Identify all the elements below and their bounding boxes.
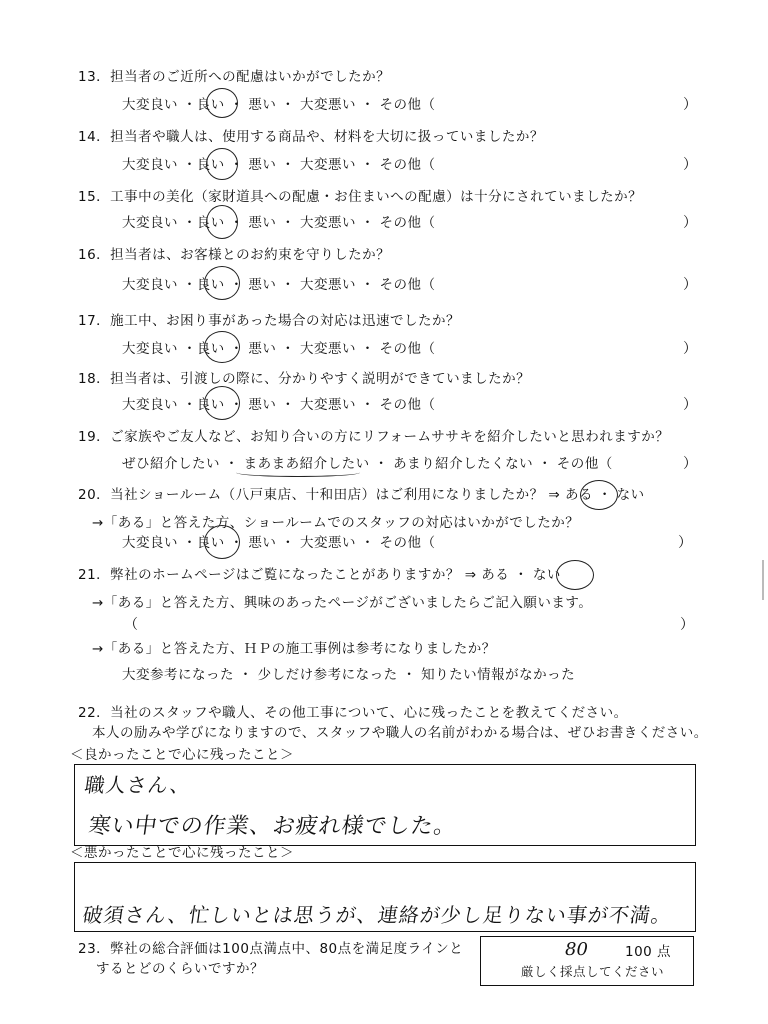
question-18-close-paren: ）: [683, 397, 697, 413]
good-memory-answer-line2: 寒い中での作業、お疲れ様でした。: [86, 814, 459, 839]
question-13-options: 大変良い ・良い ・ 悪い ・ 大変悪い ・ その他（: [122, 97, 436, 113]
answer-circle-mark: [580, 480, 618, 510]
question-19: 19．ご家族やご友人など、お知り合いの方にリフォームササキを紹介したいと思われますか？: [78, 429, 670, 445]
score-value: 80: [565, 939, 588, 960]
question-20-close-paren: ）: [678, 535, 692, 551]
good-memory-label: ＜良かったことで心に残ったこと＞: [70, 747, 294, 763]
good-memory-box[interactable]: [74, 764, 696, 846]
score-box[interactable]: [480, 936, 694, 986]
question-20: 20．当社ショールーム（八戸東店、十和田店）はご利用になりましたか？ ⇒ ある ・ ない: [78, 487, 645, 503]
answer-circle-mark: [206, 148, 238, 180]
question-21: 21．弊社のホームページはご覧になったことがありますか？ ⇒ ある ・ ない: [78, 567, 561, 583]
answer-circle-mark: [206, 88, 238, 118]
question-20-sub: →「ある」と答えた方、ショールームでのスタッフの対応はいかがでしたか？: [92, 515, 580, 531]
question-21-open-paren: （: [124, 617, 138, 633]
question-17-close-paren: ）: [683, 341, 697, 357]
question-23-text2: するとどのくらいですか？: [96, 961, 264, 977]
good-memory-answer-line1: 職人さん、: [83, 773, 193, 797]
answer-circle-mark: [204, 266, 240, 300]
question-18: 18．担当者は、引渡しの際に、分かりやすく説明ができていましたか？: [78, 371, 531, 387]
question-16-options: 大変良い ・良い ・ 悪い ・ 大変悪い ・ その他（: [122, 277, 436, 293]
question-15-close-paren: ）: [683, 215, 697, 231]
answer-circle-mark: [204, 331, 240, 363]
question-16: 16．担当者は、お客様とのお約束を守りしたか？: [78, 247, 391, 263]
question-15: 15．工事中の美化（家財道具への配慮・お住まいへの配慮）は十分にされていましたか？: [78, 189, 643, 205]
question-22: 22．当社のスタッフや職人、その他工事について、心に残ったことを教えてください。: [78, 705, 628, 721]
question-13-close-paren: ）: [683, 97, 697, 113]
question-17: 17．施工中、お困り事があった場合の対応は迅速でしたか？: [78, 313, 461, 329]
question-21-close-paren: ）: [680, 617, 694, 633]
bad-memory-label: ＜悪かったことで心に残ったこと＞: [70, 845, 294, 861]
question-15-options: 大変良い ・良い ・ 悪い ・ 大変悪い ・ その他（: [122, 215, 436, 231]
question-20-options: 大変良い ・良い ・ 悪い ・ 大変悪い ・ その他（: [122, 535, 436, 551]
answer-circle-mark: [206, 205, 238, 239]
question-14-options: 大変良い ・良い ・ 悪い ・ 大変悪い ・ その他（: [122, 157, 436, 173]
question-21-sub1: →「ある」と答えた方、興味のあったページがございましたらご記入願います。: [92, 595, 593, 611]
question-19-close-paren: ）: [683, 456, 697, 472]
question-22-text2: 本人の励みや学びになりますので、スタッフや職人の名前がわかる場合は、ぜひお書きください。: [92, 725, 708, 741]
answer-circle-mark: [204, 525, 240, 559]
question-21-options: 大変参考になった ・ 少しだけ参考になった ・ 知りたい情報がなかった: [122, 667, 576, 683]
question-19-options: ぜひ紹介したい ・ まあまあ紹介したい ・ あまり紹介したくない ・ その他（: [122, 456, 613, 472]
question-21-sub2: →「ある」と答えた方、ＨＰの施工事例は参考になりましたか？: [92, 641, 496, 657]
scan-edge-mark: [762, 560, 764, 600]
question-23: 23．弊社の総合評価は100点満点中、80点を満足度ラインと: [78, 941, 464, 957]
answer-circle-mark: [556, 560, 594, 590]
answer-underline-mark: [236, 468, 360, 477]
question-16-close-paren: ）: [683, 277, 697, 293]
question-17-options: 大変良い ・良い ・ 悪い ・ 大変悪い ・ その他（: [122, 341, 436, 357]
bad-memory-answer: 破須さん、忙しいとは思うが、連絡が少し足りない事が不満。: [81, 903, 674, 927]
question-14-close-paren: ）: [683, 157, 697, 173]
score-max: 100 点: [625, 944, 672, 960]
bad-memory-box[interactable]: [74, 862, 696, 932]
answer-circle-mark: [204, 386, 240, 420]
question-13: 13．担当者のご近所への配慮はいかがでしたか？: [78, 69, 391, 85]
score-instruction: 厳しく採点してください: [521, 964, 665, 979]
question-14: 14．担当者や職人は、使用する商品や、材料を大切に扱っていましたか？: [78, 129, 544, 145]
question-18-options: 大変良い ・良い ・ 悪い ・ 大変悪い ・ その他（: [122, 397, 436, 413]
